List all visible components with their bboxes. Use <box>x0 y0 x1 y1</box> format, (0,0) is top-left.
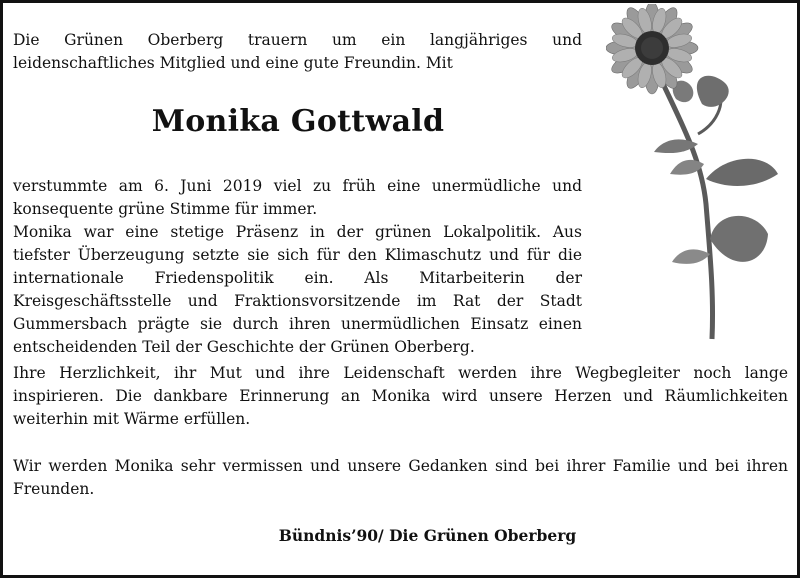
paragraph-main-c: Ihre Herzlichkeit, ihr Mut und ihre Leidenschaft werden ihre Wegbegleiter noch lange inspirieren. Die dankbare Erinnerung an Monika wird unsere Herzen und Räumlichkeiten weiterhin mit Wärme erfüllen. <box>13 364 788 428</box>
sunflower-icon <box>606 4 786 344</box>
intro-text: Die Grünen Oberberg trauern um ein langjähriges und leidenschaftliches Mitglied und eine gute Freundin. Mit <box>13 31 582 72</box>
signature: Bündnis’90/ Die Grünen Oberberg <box>278 526 577 545</box>
paragraph-main-b: Monika war eine stetige Präsenz in der grünen Lokalpolitik. Aus tiefster Überzeugung setzte sie sich für den Klimaschutz und für die internationale Friedenspolitik ein. Als Mitarbeiterin der Kreisgeschäftsstelle und Fraktionsvorsitzende im Rat der Stadt Gummersbach prägte sie durch ihren unermüdlichen Einsatz einen entscheidenden Teil der Geschichte der Grünen Oberberg. <box>13 223 582 356</box>
paragraph-closing: Wir werden Monika sehr vermissen und unsere Gedanken sind bei ihrer Familie und bei ihren Freunden. <box>13 457 788 498</box>
paragraph-main-a: verstummte am 6. Juni 2019 viel zu früh eine unermüdliche und konsequente grüne Stimme für immer. <box>13 177 582 218</box>
deceased-name: Monika Gottwald <box>151 104 445 139</box>
